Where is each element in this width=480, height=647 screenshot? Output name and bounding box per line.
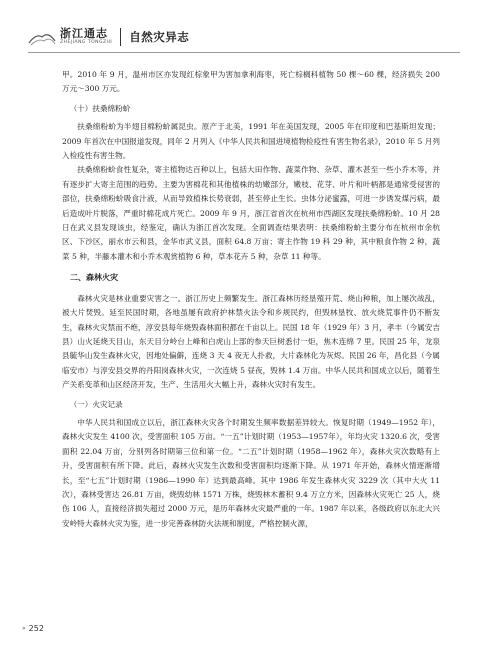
page-footer — [22, 624, 44, 633]
paragraph: 扶桑绵粉蚧为半翅目棉粉蚧属昆虫。原产于北美，1991 年在美国发现，2005 年在印度和巴基斯坦发现；2009 年首次在中国报道发现，同年 2 月列入《中华人民共和国进境植物检疫性有害生物名录》，2010 年 5 月列入检疫性有害生物。 — [62, 122, 440, 161]
subsection-heading: （十）扶桑绵粉蚧 — [69, 103, 131, 113]
double-arrow-icon: » — [22, 625, 26, 632]
logo-title: 浙江通志 — [60, 27, 108, 41]
header-divider — [120, 28, 121, 46]
logo — [60, 28, 112, 46]
page-header — [28, 22, 460, 52]
paragraph: 森林火灾是林业重要灾害之一。浙江历史上频繁发生。浙江森林历经垦殖开荒、烧山种粮，加上屡次战乱，被大片焚毁。延至民国时期，各地虽屡有政府护林禁火法令和乡规民约，但毁林垦牧、放火烧荒事件仍不断发生，森林火灾禁而不绝，淳安县每年烧毁森林面积都在千亩以上。民国 18 年（1929 年）3 月，孝丰（今属安吉县）山火延烧天目山，东天目分岭台上峰和白虎山上部的参天巨树悉付一炬，焦木连绵 7 里。民国 25 年，龙泉县毓华山发生森林火灾，因地处偏僻，连烧 3 天 4 夜无人扑救，大片森林化为灰烬。民国 26 年，昌化县（今属临安市）与淳安县交界的丹阳岗森林火灾，一次连烧 5 昼夜，毁林 1.4 万亩。中华人民共和国成立以后，随着生产关系变革和山区经济开发，生产、生活用火大幅上升，森林火灾时有发生。 — [62, 293, 440, 390]
body-text — [62, 68, 440, 531]
section-title: 自然灾异志 — [129, 30, 190, 44]
paragraph: 扶桑绵粉蚧食性复杂，寄主植物达百种以上，包括大田作物、蔬菜作物、杂草、灌木甚至一些小乔木等，并有逐步扩大寄主范围的趋势。主要为害棉花和其他植株的幼嫩部分，嫩枝、花芽、叶片和叶柄都是通常受侵害的部位，扶桑绵粉蚧吸食汁液，从而导致植株长势衰弱，甚至停止生长。虫体分泌蜜露，可进一步诱发煤污病，最后造成叶片脱落，严重时棉花成片死亡。2009 年 9 月，浙江省首次在杭州市西湖区发现扶桑绵粉蚧。10 月 28 日在武义县发现该虫，经鉴定，确认为浙江首次发现。全面调查结果表明：扶桑绵粉蚧主要分布在杭州市余杭区、下沙区，丽水市云和县，金华市武义县，面积 64.8 万亩；寄主作物 19 科 29 种，其中粮食作物 2 种，蔬菜 5 种，半藤本灌木和小乔木观赏植物 6 种，草本花卉 5 种，杂草 11 种等。 — [62, 165, 440, 261]
paragraph: 甲。2010 年 9 月，温州市区亦发现红棕象甲为害加拿利海枣，死亡棕榈科植物 50 棵～60 棵，经济损失 200 万元～300 万元。 — [62, 70, 440, 94]
logo-subtitle: ZHEJIANG TONGZHI — [60, 40, 113, 46]
header-rule — [28, 52, 460, 53]
section-heading: 二、森林火灾 — [70, 273, 118, 283]
logo-mountain-icon — [28, 27, 56, 47]
paragraph: 中华人民共和国成立以后，浙江森林火灾各个时期发生频率数据差异较大。恢复时期（1949—1952 年），森林火灾发生 4100 次，受害面积 105 万亩。“一五”计划时期（1953—1957年），年均火灾 1320.6 次，受害面积 22.04 万亩，分别列各时期第三位和第一位。“二五”计划时期（1958—1962 年），森林火灾次数略有上升，受害面积有所下降。此后，森林火灾发生次数和受害面积均逐渐下降。从 1971 年开始，森林火情逐渐增长，至“七五”计划时期（1986—1990 年）达到最高峰。其中 1986 年发生森林火灾 3229 次（其中大火 11 次），森林受害达 26.81 万亩，烧毁幼林 1571 万株，烧毁林木蓄积 9.4 万立方米，因森林火灾死亡 25 人，烧伤 106 人，直接经济损失超过 2000 万元，是历年森林火灾最严重的一年。1987 年以来，各级政府以东北大兴安岭特大森林火灾为鉴，进一步完善森林防火法规和制度，严格控制火源， — [62, 417, 440, 528]
page-number: 252 — [28, 624, 44, 633]
subsection-heading: （一）火灾记录 — [69, 399, 123, 409]
